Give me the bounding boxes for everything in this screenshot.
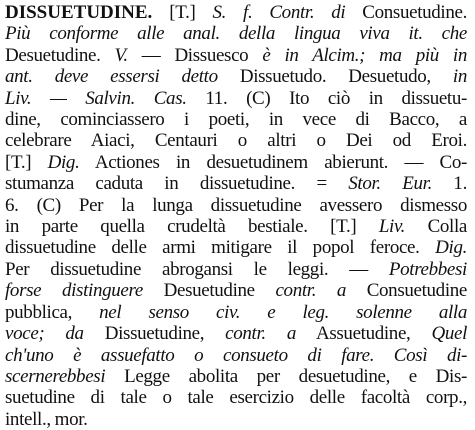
roman-text: — Dissuesco bbox=[127, 44, 263, 66]
entry-line bbox=[5, 109, 467, 130]
roman-text: pubblica, bbox=[5, 301, 100, 323]
headword: DISSUETUDINE. bbox=[5, 2, 153, 23]
roman-text: 11. (C) Ito ciò in dissuetu- bbox=[186, 87, 467, 109]
italic-text: in bbox=[452, 66, 467, 88]
italic-text: forse distinguere bbox=[5, 280, 143, 302]
entry-line bbox=[5, 216, 467, 237]
roman-text: Per dissuetudine abrogansi le leggi. — bbox=[5, 258, 389, 280]
entry-line bbox=[5, 23, 467, 44]
entry-line bbox=[5, 345, 467, 366]
entry-line bbox=[5, 387, 467, 408]
italic-text: Dig. bbox=[435, 237, 467, 259]
italic-text: ant. deve essersi detto bbox=[5, 66, 218, 88]
entry-line bbox=[5, 195, 467, 216]
roman-text: [T.] bbox=[152, 2, 213, 23]
roman-text: Assuetudine, bbox=[295, 323, 432, 345]
italic-text: Liv. — Salvin. Cas. bbox=[5, 87, 187, 109]
italic-text: Potrebbesi bbox=[388, 258, 467, 280]
italic-text: è in Alcim.; ma più in bbox=[262, 44, 468, 66]
roman-text: in parte quella crudeltà bestiale. [T.] bbox=[5, 216, 379, 238]
italic-text: ch'uno è assuefatto o consueto di fare. Così di- bbox=[5, 344, 467, 366]
entry-line bbox=[5, 259, 467, 280]
entry-line bbox=[5, 45, 467, 66]
entry-line bbox=[5, 130, 467, 151]
roman-text: celebrare Aiaci, Centauri o altri o Dei od Eroi. bbox=[5, 130, 467, 152]
entry-line bbox=[5, 88, 467, 109]
roman-text: dissuetudine delle armi mitigare il popol feroce. bbox=[5, 237, 436, 259]
roman-text: Consuetudine. bbox=[345, 2, 467, 23]
roman-text: intell., mor. bbox=[5, 408, 88, 430]
italic-text: contr. a bbox=[225, 323, 296, 345]
italic-text: S. f. Contr. di bbox=[212, 2, 346, 23]
entry-line bbox=[5, 302, 467, 323]
roman-text: Consuetudine bbox=[345, 280, 467, 302]
roman-text: suetudine di tale o tale esercizio delle facoltà corp., bbox=[5, 387, 467, 409]
italic-text: Liv. bbox=[378, 216, 406, 238]
italic-text: V. bbox=[114, 44, 128, 66]
entry-line bbox=[5, 66, 467, 87]
italic-text: nel senso civ. e leg. solenne alla bbox=[99, 301, 467, 323]
roman-text: Desuetudine bbox=[142, 280, 276, 302]
roman-text: Legge abolita per desuetudine, e Dis- bbox=[105, 365, 467, 387]
entry-body bbox=[5, 2, 467, 430]
italic-text: scernerebbesi bbox=[5, 365, 106, 387]
italic-text: Più conforme alle anal. della lingua viva it. che bbox=[5, 23, 467, 45]
entry-line bbox=[5, 323, 467, 344]
italic-text: voce; da bbox=[5, 323, 84, 345]
entry-line bbox=[5, 366, 467, 387]
dictionary-entry bbox=[5, 2, 467, 430]
entry-line bbox=[5, 173, 467, 194]
entry-line bbox=[5, 237, 467, 258]
entry-line bbox=[5, 152, 467, 173]
roman-text: 6. (C) Per la lunga dissuetudine avessero dismesso bbox=[5, 194, 467, 216]
roman-text: stumanza caduta in dissuetudine. = bbox=[5, 173, 349, 195]
entry-line bbox=[5, 2, 467, 23]
roman-text: Actiones in desuetudinem abierunt. — Co- bbox=[79, 151, 468, 173]
roman-text: 1. bbox=[432, 173, 467, 195]
italic-text: Dig. bbox=[47, 151, 80, 173]
roman-text: Dissuetudo. Desuetudo, bbox=[217, 66, 453, 88]
entry-line bbox=[5, 409, 467, 430]
italic-text: Quel bbox=[431, 323, 468, 345]
roman-text: dine, cominciassero i poeti, in vece di Bacco, a bbox=[5, 109, 467, 131]
roman-text: Desuetudine. bbox=[5, 44, 115, 66]
roman-text: Dissuetudine, bbox=[83, 323, 226, 345]
italic-text: contr. a bbox=[275, 280, 346, 302]
roman-text: [T.] bbox=[5, 151, 48, 173]
italic-text: Stor. Eur. bbox=[348, 173, 432, 195]
entry-line bbox=[5, 280, 467, 301]
roman-text: Colla bbox=[405, 216, 467, 238]
